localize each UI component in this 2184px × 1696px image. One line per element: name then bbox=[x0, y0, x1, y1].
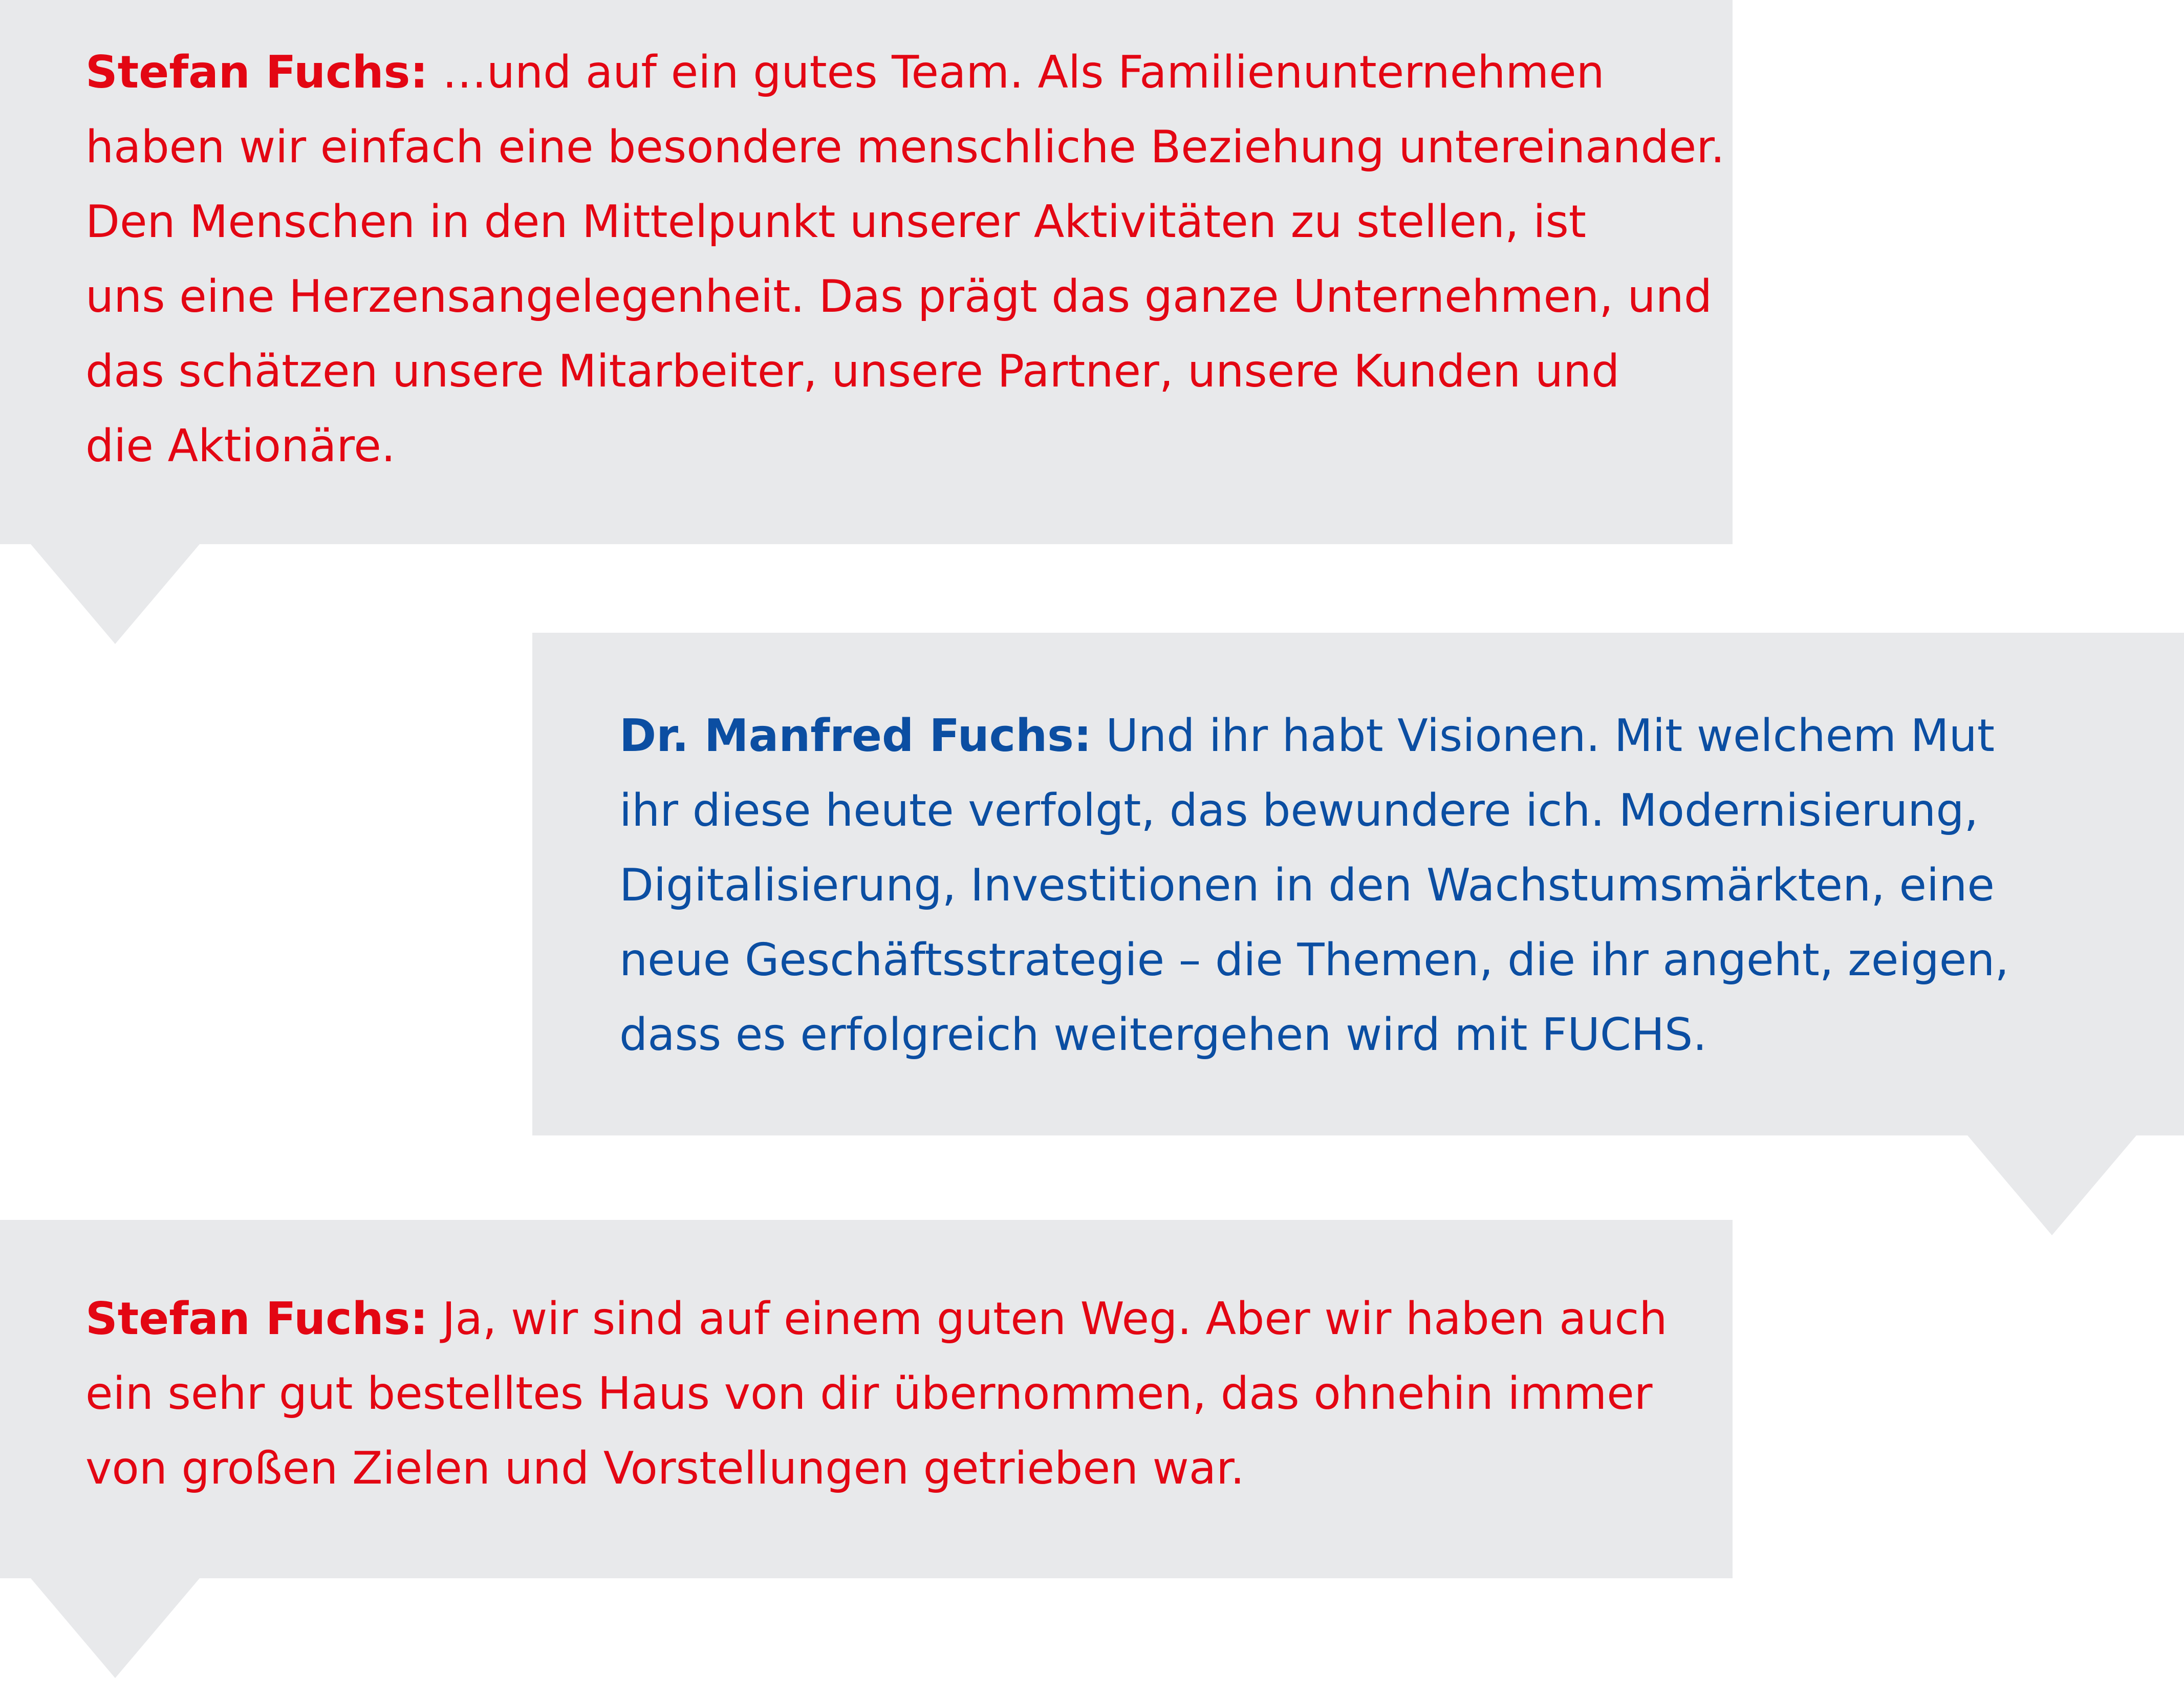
quote-line: Und ihr habt Visionen. Mit welchem Mut bbox=[1106, 710, 1995, 762]
quote-text bbox=[619, 698, 2009, 1072]
quote-line: die Aktionäre. bbox=[85, 420, 396, 472]
quote-text bbox=[85, 35, 1725, 483]
quote-line: von großen Zielen und Vorstellungen getrieben war. bbox=[85, 1442, 1245, 1494]
bubble-tail bbox=[1967, 1135, 2136, 1235]
bubble-tail bbox=[31, 1578, 200, 1678]
quote-line: das schätzen unsere Mitarbeiter, unsere Partner, unsere Kunden und bbox=[85, 345, 1620, 397]
quote-line: Den Menschen in den Mittelpunkt unserer Aktivitäten zu stellen, ist bbox=[85, 196, 1586, 248]
quote-line: ihr diese heute verfolgt, das bewundere ich. Modernisierung, bbox=[619, 784, 1979, 836]
quote-line: Digitalisierung, Investitionen in den Wachstumsmärkten, eine bbox=[619, 859, 1995, 911]
quote-text bbox=[85, 1281, 1668, 1506]
speech-bubble-manfred bbox=[532, 633, 2184, 1135]
quote-line: ein sehr gut bestelltes Haus von dir übernommen, das ohnehin immer bbox=[85, 1367, 1653, 1420]
quote-line: Ja, wir sind auf einem guten Weg. Aber wir haben auch bbox=[442, 1293, 1668, 1345]
speech-bubble-stefan-2 bbox=[0, 1220, 1733, 1578]
quote-line: …und auf ein gutes Team. Als Familienunternehmen bbox=[442, 46, 1605, 98]
quote-line: neue Geschäftsstrategie – die Themen, die ihr angeht, zeigen, bbox=[619, 934, 2009, 986]
quote-line: uns eine Herzensangelegenheit. Das prägt das ganze Unternehmen, und bbox=[85, 270, 1713, 323]
quote-line: dass es erfolgreich weitergehen wird mit FUCHS. bbox=[619, 1008, 1707, 1061]
speaker-name: Dr. Manfred Fuchs: bbox=[619, 710, 1092, 762]
quote-line: haben wir einfach eine besondere menschliche Beziehung untereinander. bbox=[85, 121, 1725, 173]
speaker-name: Stefan Fuchs: bbox=[85, 46, 428, 98]
speaker-name: Stefan Fuchs: bbox=[85, 1293, 428, 1345]
bubble-tail bbox=[31, 544, 200, 644]
speech-bubble-stefan-1 bbox=[0, 0, 1733, 544]
